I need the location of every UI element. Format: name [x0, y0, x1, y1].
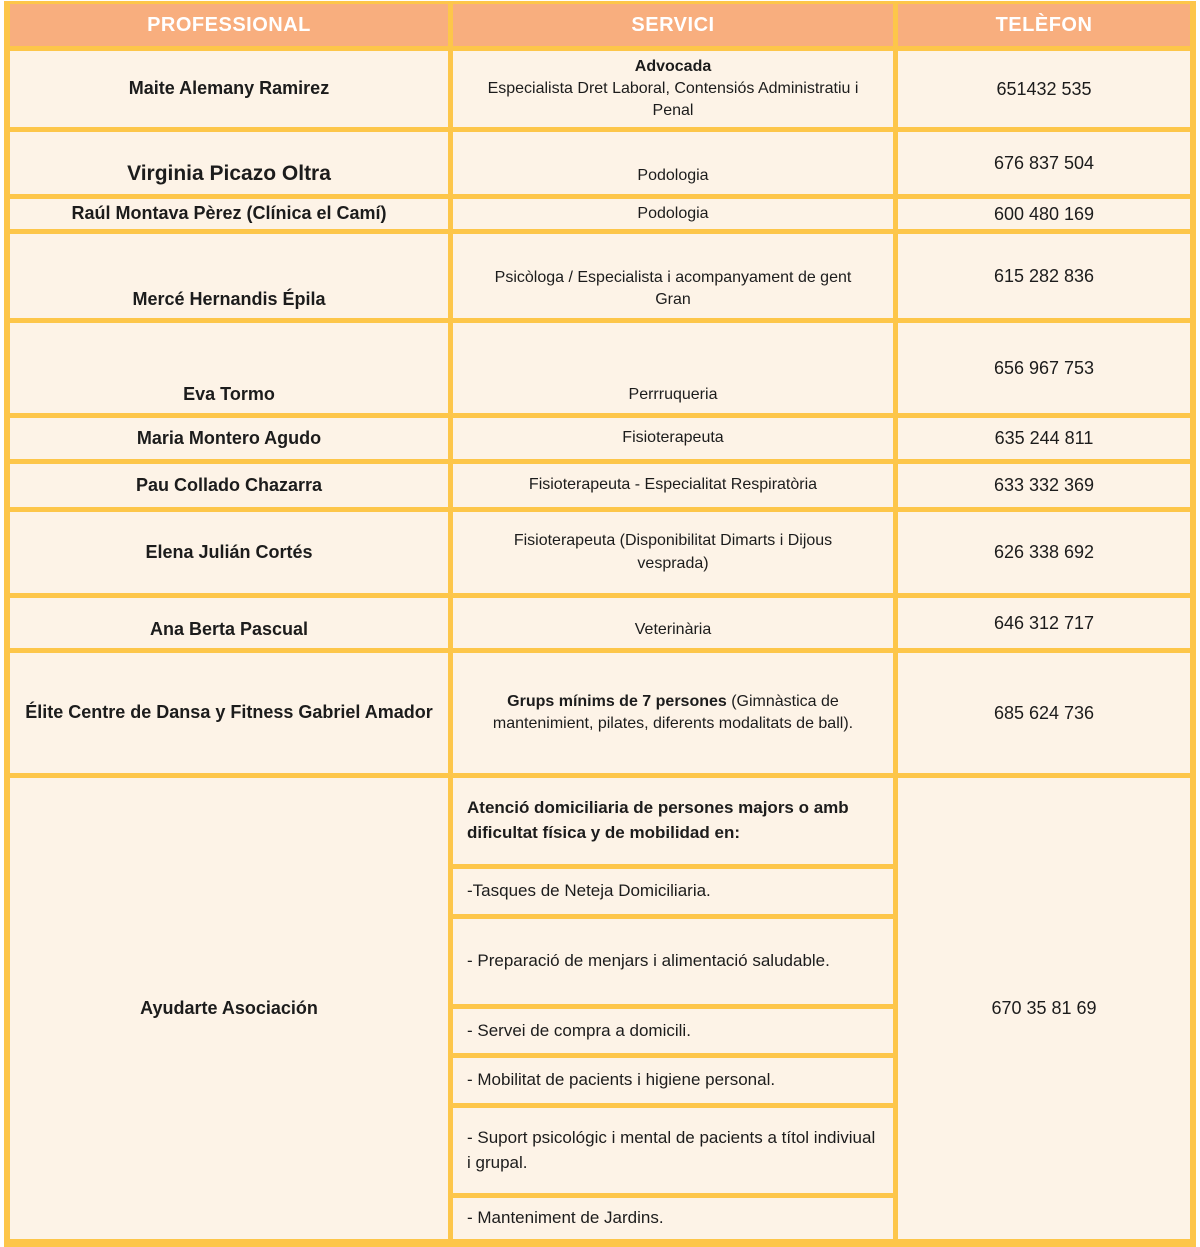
- professional-cell: Ana Berta Pascual: [10, 598, 448, 648]
- phone-cell: 600 480 169: [898, 199, 1190, 229]
- service-detail: Podologia: [637, 204, 709, 222]
- professional-cell: Raúl Montava Pèrez (Clínica el Camí): [10, 199, 448, 229]
- phone-cell: 615 282 836: [898, 234, 1190, 318]
- phone-cell: 656 967 753: [898, 323, 1190, 413]
- service-subcell-intro: Atenció domiciliaria de persones majors o amb dificultat física y de mobilidad en:: [453, 778, 893, 864]
- phone-cell: 670 35 81 69: [898, 778, 1190, 1239]
- phone-cell: 651432 535: [898, 51, 1190, 127]
- service-cell: [453, 323, 893, 413]
- service-detail: Fisioterapeuta - Especialitat Respiratòria: [528, 476, 818, 494]
- service-detail: Veterinària: [634, 620, 712, 638]
- service-cell: [453, 598, 893, 648]
- service-subcell: -Tasques de Neteja Domiciliaria.: [453, 869, 893, 914]
- phone-cell: 626 338 692: [898, 512, 1190, 593]
- service-cell: [453, 132, 893, 194]
- service-cell: [453, 653, 893, 773]
- service-detail: Especialista Dret Laboral, Contensiós Administratiu i Penal: [487, 79, 859, 120]
- column-header-servici: SERVICI: [453, 4, 893, 46]
- service-subcell: - Preparació de menjars i alimentació saludable.: [453, 919, 893, 1004]
- professional-cell: Eva Tormo: [10, 323, 448, 413]
- professional-cell: Pau Collado Chazarra: [10, 464, 448, 507]
- service-detail: (Gimnàstica de mantenimient, pilates, diferents modalitats de ball).: [492, 692, 854, 732]
- column-header-professional: PROFESSIONAL: [10, 4, 448, 46]
- professional-cell: Maite Alemany Ramirez: [10, 51, 448, 127]
- service-subcell: - Suport psicológic i mental de pacients a títol indiviual i grupal.: [453, 1108, 893, 1193]
- column-header-telefon: TELÈFON: [898, 4, 1190, 46]
- services-table: [4, 1, 1196, 1247]
- phone-cell: 676 837 504: [898, 132, 1190, 194]
- service-subcell: - Servei de compra a domicili.: [453, 1009, 893, 1053]
- phone-cell: 646 312 717: [898, 598, 1190, 648]
- service-bold-inline: Grups mínims de 7 persones: [507, 692, 727, 710]
- service-subcell: - Mobilitat de pacients i higiene personal.: [453, 1058, 893, 1103]
- professional-cell: Maria Montero Agudo: [10, 418, 448, 459]
- phone-cell: 685 624 736: [898, 653, 1190, 773]
- service-cell: [453, 51, 893, 127]
- phone-cell: 635 244 811: [898, 418, 1190, 459]
- service-cell: [453, 199, 893, 229]
- phone-cell: 633 332 369: [898, 464, 1190, 507]
- service-bold-line: Advocada: [634, 57, 712, 75]
- service-cell: [453, 464, 893, 507]
- service-detail: Podologia: [637, 166, 709, 184]
- service-cell: [453, 418, 893, 459]
- professional-cell: Élite Centre de Dansa y Fitness Gabriel Amador: [10, 653, 448, 773]
- professional-cell: Ayudarte Asociación: [10, 778, 448, 1239]
- table-grid: [10, 4, 1190, 1239]
- service-detail: Fisioterapeuta (Disponibilitat Dimarts i Dijous vesprada): [513, 532, 833, 572]
- professional-cell: Mercé Hernandis Épila: [10, 234, 448, 318]
- service-subcell: - Manteniment de Jardins.: [453, 1198, 893, 1239]
- service-cell: [453, 234, 893, 318]
- professional-cell: Elena Julián Cortés: [10, 512, 448, 593]
- service-detail: Fisioterapeuta: [622, 429, 724, 447]
- service-detail: Perrruqueria: [628, 385, 718, 403]
- service-cell: [453, 512, 893, 593]
- professional-cell: Virginia Picazo Oltra: [10, 132, 448, 194]
- service-detail: Psicòloga / Especialista i acompanyament de gent Gran: [494, 268, 852, 308]
